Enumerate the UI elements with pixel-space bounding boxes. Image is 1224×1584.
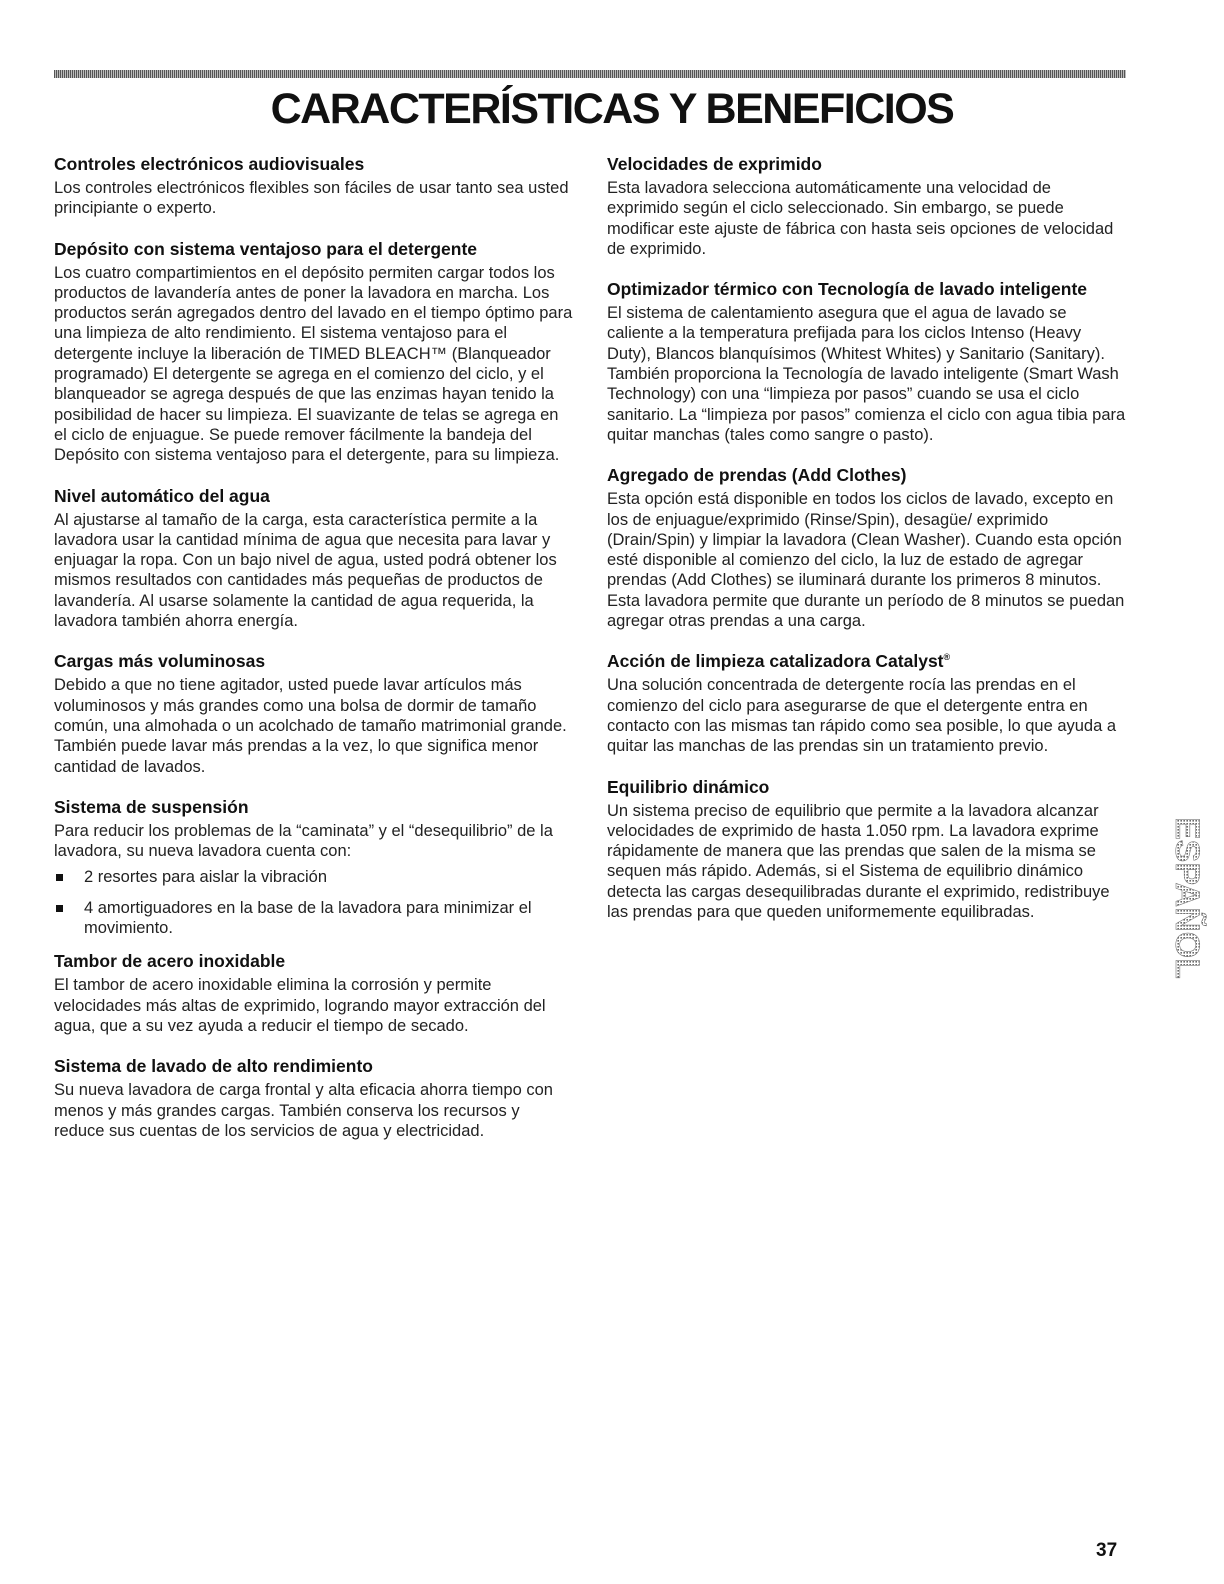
section-body: Su nueva lavadora de carga frontal y alta eficacia ahorra tiempo con menos y más grandes cargas. También conserva los recursos y reduce sus cuentas de los servicios de agua y electricidad. [54, 1081, 553, 1140]
list-item [54, 867, 574, 887]
section-heading: Velocidades de exprimido [607, 154, 822, 174]
list-item [54, 898, 574, 939]
section-body: Para reducir los problemas de la “caminata” y el “desequilibrio” de la lavadora, su nueva lavadora cuenta con: [54, 821, 553, 861]
section-larger-loads [54, 650, 574, 776]
page-title: CARACTERÍSTICAS Y BENEFICIOS [270, 85, 954, 133]
section-add-clothes [607, 464, 1127, 631]
section-dynamic-balance [607, 776, 1127, 923]
section-heading: Tambor de acero inoxidable [54, 951, 286, 972]
section-audiovisual-controls [54, 153, 574, 219]
section-heading: Equilibrio dinámico [607, 776, 770, 797]
bullet-list [54, 867, 574, 938]
page-number: 37 [1096, 1540, 1118, 1561]
section-body: Esta lavadora selecciona automáticamente una velocidad de exprimido según el ciclo seleccionado. Sin embargo, se puede modificar este ajuste de fábrica con hasta seis opciones de velocidad de exprimido. [607, 179, 1114, 258]
section-body: Los cuatro compartimientos en el depósito permiten cargar todos los productos de lavandería antes de poner la lavadora en marcha. Los productos serán agregados dentro del lavado en el tiempo óptimo para una limpieza de alto rendimiento. El sistema ventajoso para el detergente incluye la liberación de TIMED BLEACH™ (Blanqueador programado) El detergente se agrega en el comienzo del ciclo, y el blanqueador se agrega después de que las enzimas hayan tenido la posibilidad de hacer su limpieza. El suavizante de telas se agrega en el ciclo de enjuague. Se puede remover fácilmente la bandeja del Depósito con sistema ventajoso para el detergente, para su limpieza. [54, 263, 573, 465]
section-thermal-optimizer [607, 278, 1127, 445]
registered-mark: ® [943, 652, 951, 663]
section-heading: Agregado de prendas (Add Clothes) [607, 465, 907, 486]
section-suspension-system [54, 796, 574, 938]
section-detergent-dispenser [54, 238, 574, 466]
section-heading [607, 650, 1127, 672]
section-heading: Sistema de suspensión [54, 796, 249, 817]
section-body: El tambor de acero inoxidable elimina la corrosión y permite velocidades más altas de exprimido, logrando mayor extracción del agua, que a su vez ayuda a reducir el tiempo de secado. [54, 976, 546, 1035]
section-heading: Nivel automático del agua [54, 485, 270, 506]
left-column [54, 153, 574, 1160]
section-heading: Controles electrónicos audiovisuales [54, 154, 365, 174]
top-rule [54, 70, 1126, 78]
section-body: El sistema de calentamiento asegura que el agua de lavado se caliente a la temperatura prefijada para los ciclos Intenso (Heavy Duty), Blancos blanquísimos (Whitest Whites) y Sanitario (Sanitary). También proporciona la Tecnología de lavado inteligente (Smart Wash Technology) con una “limpieza por pasos” cuando se usa el ciclo sanitario. La “limpieza por pasos” comienza el ciclo con agua tibia para quitar manchas (tales como sangre o pasto). [607, 304, 1126, 444]
section-stainless-drum [54, 950, 574, 1036]
list-item-text: 2 resortes para aislar la vibración [84, 868, 328, 887]
heading-text: Acción de limpieza catalizadora Catalyst [607, 651, 944, 672]
language-side-tab [1168, 815, 1208, 1055]
section-water-level [54, 485, 574, 632]
section-heading: Optimizador térmico con Tecnología de lavado inteligente [607, 279, 1088, 300]
section-heading: Depósito con sistema ventajoso para el detergente [54, 238, 478, 259]
section-spin-speeds [607, 153, 1127, 259]
section-body: Un sistema preciso de equilibrio que permite a la lavadora alcanzar velocidades de exprimido de hasta 1.050 rpm. La lavadora exprime rápidamente de manera que las prendas que salen de la misma se sequen más rápido. Además, si el Sistema de equilibrio dinámico detecta las cargas desequilibradas durante el exprimido, redistribuye las prendas para que queden uniformemente equilibradas. [607, 801, 1110, 922]
section-body: Una solución concentrada de detergente rocía las prendas en el comienzo del ciclo para asegurarse de que el detergente entra en contacto con las mismas tan rápido como sea posible, lo que ayuda a quitar las manchas de las prendas sin un tratamiento previo. [607, 676, 1117, 756]
right-column [607, 153, 1127, 941]
section-high-efficiency-wash [54, 1055, 574, 1141]
section-body: Debido a que no tiene agitador, usted puede lavar artículos más voluminosos y más grandes como una bolsa de dormir de tamaño común, una almohada o un acolchado de tamaño matrimonial grande. También puede lavar más prendas a la vez, lo que significa menor cantidad de lavados. [54, 676, 567, 776]
section-body: Los controles electrónicos flexibles son fáciles de usar tanto sea usted principiante o experto. [54, 179, 569, 218]
section-heading: Sistema de lavado de alto rendimiento [54, 1056, 373, 1077]
square-bullet-icon [56, 874, 63, 881]
section-heading: Cargas más voluminosas [54, 651, 266, 672]
section-catalyst-cleaning [607, 650, 1127, 756]
section-body: Esta opción está disponible en todos los ciclos de lavado, excepto en los de enjuague/exprimido (Rinse/Spin), desagüe/ exprimido (Drain/Spin) y limpiar la lavadora (Clean Washer). Cuando esta opción esté disponible al comienzo del ciclo, la luz de estado de agregar prendas (Add Clothes) se iluminará durante los primeros 8 minutos. Esta lavadora permite que durante un período de 8 minutos se puedan agregar otras prendas a una carga. [607, 490, 1125, 631]
list-item-text: 4 amortiguadores en la base de la lavadora para minimizar el movimiento. [84, 898, 532, 938]
section-body: Al ajustarse al tamaño de la carga, esta característica permite a la lavadora usar la cantidad mínima de agua que necesita para lavar y enjuagar la ropa. Con un bajo nivel de agua, usted podrá obtener los mismos resultados con cantidades más pequeñas de productos de lavandería. Al usarse solamente la cantidad de agua requerida, la lavadora también ahorra energía. [54, 510, 557, 631]
square-bullet-icon [56, 905, 63, 912]
side-tab-label: ESPAÑOL [1168, 817, 1206, 979]
